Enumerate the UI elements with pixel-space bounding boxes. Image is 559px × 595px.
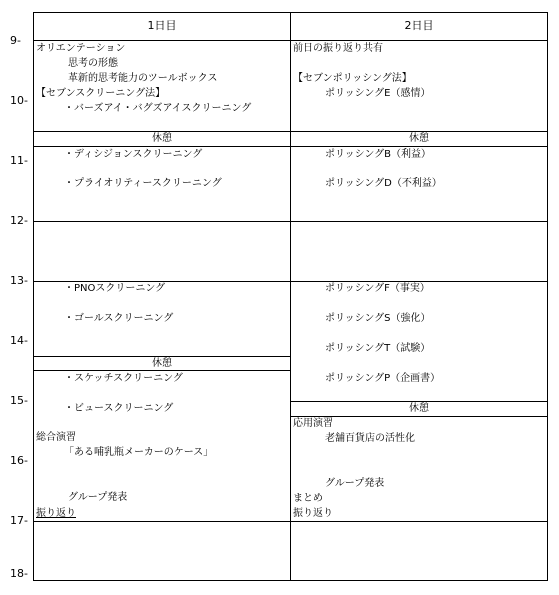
day1-sketch: ・スケッチスクリーニング [64, 373, 183, 384]
day2-review: 振り返り [293, 508, 333, 519]
hour-label-11: 11 - [10, 155, 32, 167]
day1-break1-bottom [33, 146, 291, 147]
day1-exercise: 総合演習 [36, 432, 76, 443]
day1-thinking-form: 思考の形態 [68, 58, 118, 69]
day1-group: グループ発表 [68, 492, 128, 503]
table-right-border [547, 12, 548, 581]
column-header-day2: 2日目 [404, 19, 434, 32]
column-header-day1: 1日目 [147, 19, 177, 32]
day1-case: 「ある哺乳瓶メーカーのケース」 [64, 447, 214, 458]
day1-line-17 [33, 521, 291, 522]
day2-break-2: 休憩 [409, 403, 429, 414]
day2-summary: まとめ [293, 493, 323, 504]
hour-label-12: 12 - [10, 215, 32, 227]
day2-polishing-e: ポリッシングE（感情） [325, 88, 431, 99]
day2-recap: 前日の振り返り共有 [293, 43, 383, 54]
day1-break-1: 休憩 [152, 133, 172, 144]
day1-decision: ・ディシジョンスクリーニング [64, 149, 203, 160]
day2-polishing-f: ポリッシングF（事実） [325, 283, 430, 294]
hour-label-14: 14 - [10, 335, 32, 347]
day1-review: 振り返り [36, 508, 76, 519]
table-column-divider [290, 12, 291, 581]
day2-polishing-d: ポリッシングD（不利益） [325, 178, 442, 189]
hour-label-17: 17 - [10, 515, 32, 527]
day2-applied: 応用演習 [293, 418, 333, 429]
hour-label-18: 18 - [10, 568, 32, 580]
day1-line-12 [33, 221, 291, 222]
day2-break1-bottom [290, 146, 548, 147]
day2-store: 老舗百貨店の活性化 [325, 433, 415, 444]
day2-break-1: 休憩 [409, 133, 429, 144]
hour-label-9: 9 - [10, 35, 32, 47]
day1-view: ・ビュースクリーニング [64, 403, 174, 414]
hour-label-10: 10 - [10, 95, 32, 107]
day1-break-2: 休憩 [152, 358, 172, 369]
day2-polishing-s: ポリッシングS（強化） [325, 313, 431, 324]
day1-priority: ・プライオリティースクリーニング [64, 178, 222, 189]
table-left-border [33, 12, 34, 581]
day2-polishing-p: ポリッシングP（企画書） [325, 373, 441, 384]
day2-line-12 [290, 221, 548, 222]
day2-line-17 [290, 521, 548, 522]
day1-goal: ・ゴールスクリーニング [64, 313, 174, 324]
hour-label-16: 16 - [10, 455, 32, 467]
day2-group: グループ発表 [325, 478, 385, 489]
day2-polishing-b: ポリッシングB（利益） [325, 149, 432, 160]
day1-pno: ・PNOスクリーニング [64, 283, 166, 294]
hour-label-13: 13 - [10, 275, 32, 287]
day1-orientation: オリエンテーション [36, 43, 126, 54]
day1-birdseye: ・バーズアイ・バグズアイスクリーニング [64, 103, 252, 114]
day1-seven-screening-heading: 【セブンスクリーニング法】 [36, 88, 166, 99]
day2-polishing-t: ポリッシングT（試験） [325, 343, 431, 354]
table-bottom-border [33, 580, 548, 581]
header-bottom-border [33, 40, 548, 41]
hour-label-15: 15 - [10, 395, 32, 407]
day2-seven-polishing-heading: 【セブンポリッシング法】 [293, 73, 412, 84]
day1-toolbox: 革新的思考能力のツールボックス [68, 73, 218, 84]
